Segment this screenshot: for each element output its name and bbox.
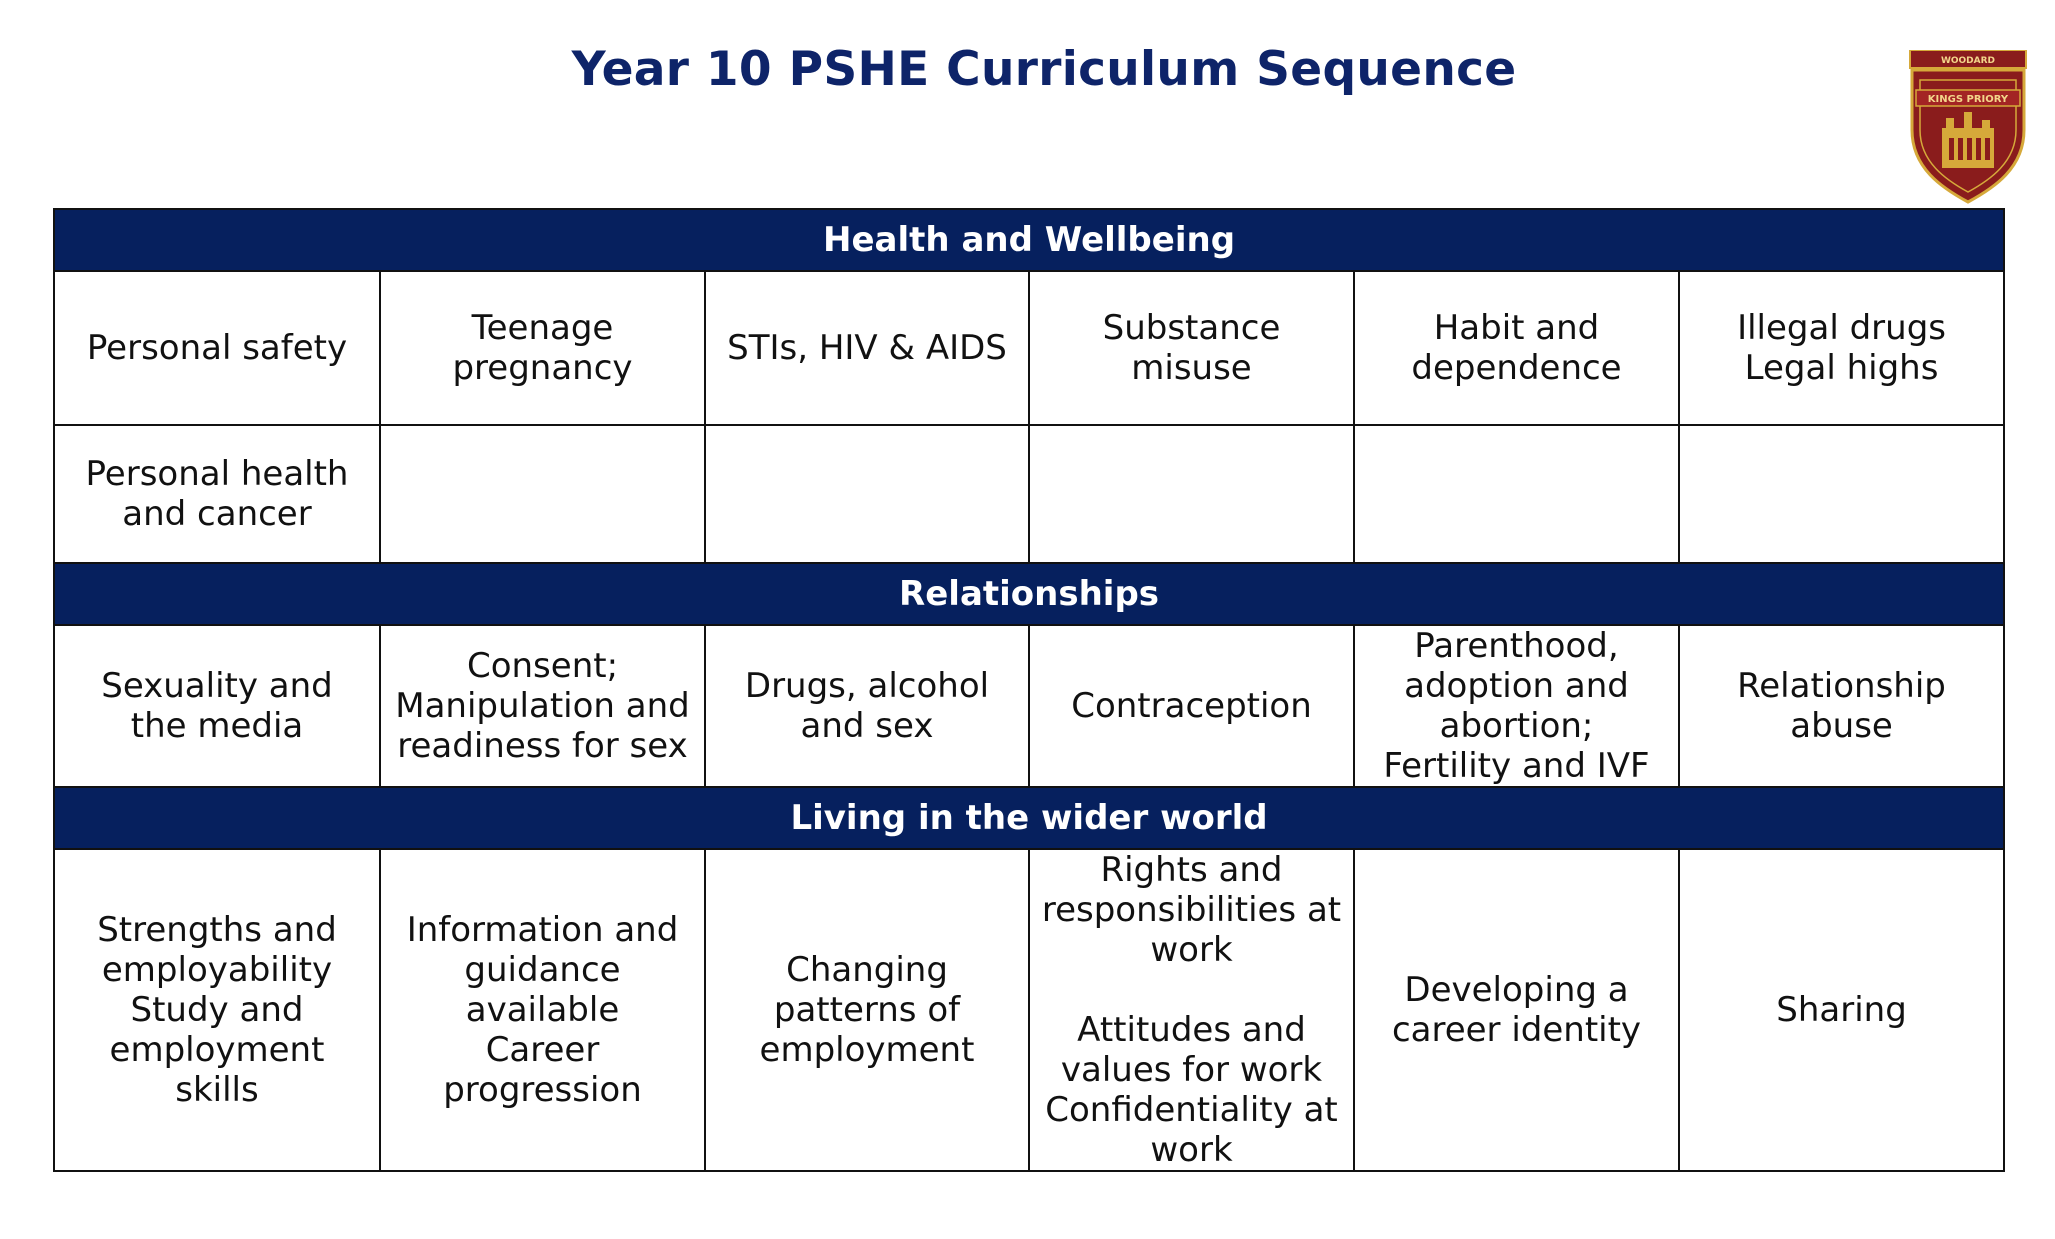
topic-cell-empty: [1029, 425, 1354, 563]
topic-cell: Personal safety: [54, 271, 380, 425]
topic-cell: Developing a career identity: [1354, 849, 1679, 1171]
topic-cell-empty: [380, 425, 705, 563]
topic-cell: Illegal drugs Legal highs: [1679, 271, 2004, 425]
section-header-relationships: Relationships: [54, 563, 2004, 625]
topic-cell: Rights and responsibilities at work Attitudes and values for work Confidentiality at work: [1029, 849, 1354, 1171]
page-title: Year 10 PSHE Curriculum Sequence: [571, 42, 1517, 97]
topic-cell: STIs, HIV & AIDS: [705, 271, 1029, 425]
table-row: [54, 625, 2004, 787]
table-row: [54, 425, 2004, 563]
section-header-health-wellbeing: Health and Wellbeing: [54, 209, 2004, 271]
svg-text:WOODARD: WOODARD: [1940, 56, 1996, 66]
topic-cell: Sexuality and the media: [54, 625, 380, 787]
topic-cell: Strengths and employability Study and employment skills: [54, 849, 380, 1171]
topic-cell-empty: [1679, 425, 2004, 563]
school-crest-logo: [1908, 50, 2028, 205]
topic-cell: Contraception: [1029, 625, 1354, 787]
curriculum-table: [53, 208, 2005, 1172]
section-header-wider-world: Living in the wider world: [54, 787, 2004, 849]
topic-cell-empty: [705, 425, 1029, 563]
svg-text:KINGS PRIORY: KINGS PRIORY: [1927, 94, 2009, 105]
topic-cell-empty: [1354, 425, 1679, 563]
topic-cell: Substance misuse: [1029, 271, 1354, 425]
topic-cell: Drugs, alcohol and sex: [705, 625, 1029, 787]
topic-cell: Information and guidance available Career progression: [380, 849, 705, 1171]
topic-cell: Habit and dependence: [1354, 271, 1679, 425]
topic-cell: Sharing: [1679, 849, 2004, 1171]
topic-cell: Parenthood, adoption and abortion; Fertility and IVF: [1354, 625, 1679, 787]
topic-cell: Teenage pregnancy: [380, 271, 705, 425]
topic-cell: Changing patterns of employment: [705, 849, 1029, 1171]
table-row: [54, 849, 2004, 1171]
topic-cell: Consent; Manipulation and readiness for sex: [380, 625, 705, 787]
topic-cell: Personal health and cancer: [54, 425, 380, 563]
topic-cell: Relationship abuse: [1679, 625, 2004, 787]
table-row: [54, 271, 2004, 425]
